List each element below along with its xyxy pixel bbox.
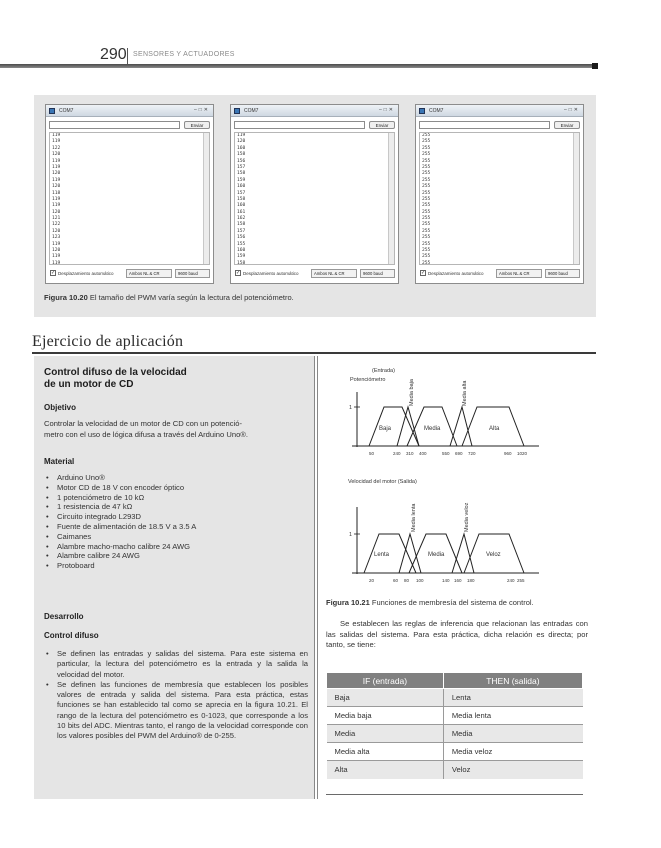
serial-line: 159 bbox=[237, 254, 246, 260]
set-label-veloz: Veloz bbox=[486, 552, 501, 558]
table-row bbox=[327, 761, 583, 779]
serial-line: 255 bbox=[422, 139, 431, 145]
tick-label: 960 bbox=[504, 451, 512, 456]
serial-output bbox=[234, 132, 395, 265]
serial-line: 158 bbox=[237, 152, 246, 158]
serial-line: 118 bbox=[52, 190, 61, 196]
serial-line: 119 bbox=[52, 158, 61, 164]
serial-line: 158 bbox=[237, 222, 246, 228]
serial-line: 119 bbox=[52, 139, 61, 145]
serial-line: 119 bbox=[52, 196, 61, 202]
serial-line: 160 bbox=[237, 145, 246, 151]
serial-footer bbox=[419, 268, 580, 279]
tick-label: 100 bbox=[416, 578, 424, 583]
inference-paragraph: Se establecen las reglas de inferencia que relacionan las entradas con las salidas del sistema. Para esta práctica, dicha relación es directa; por tanto, se tiene: bbox=[326, 619, 588, 650]
autoscroll-checkbox[interactable]: ✓ bbox=[236, 270, 241, 276]
serial-line: 160 bbox=[237, 203, 246, 209]
window-title: COM7 bbox=[244, 108, 259, 114]
line-ending-select[interactable]: Ambos NL & CR bbox=[311, 269, 357, 278]
serial-line: 158 bbox=[237, 260, 246, 265]
tick-label: 400 bbox=[419, 451, 427, 456]
output-y-one: 1 bbox=[349, 532, 353, 538]
serial-line: 158 bbox=[237, 171, 246, 177]
section-heading: Ejercicio de aplicación bbox=[32, 333, 184, 350]
output-chart-title: Velocidad del motor (Salida) bbox=[348, 479, 417, 485]
set-label-media-alta: Media alta bbox=[462, 380, 468, 406]
serial-line: 255 bbox=[422, 177, 431, 183]
set-baja bbox=[369, 407, 419, 446]
serial-line: 119 bbox=[52, 260, 61, 265]
list-item: • Circuito integrado L293D bbox=[44, 512, 306, 522]
window-title: COM7 bbox=[429, 108, 444, 114]
app-icon bbox=[419, 108, 425, 114]
list-item: • Alambre calibre 24 AWG bbox=[44, 551, 306, 561]
send-button[interactable]: Enviar bbox=[369, 121, 395, 129]
tick-label: 50 bbox=[369, 451, 375, 456]
window-title: COM7 bbox=[59, 108, 74, 114]
tick-label: 310 bbox=[406, 451, 414, 456]
serial-line: 123 bbox=[52, 235, 61, 241]
list-item: • Motor CD de 18 V con encoder óptico bbox=[44, 483, 306, 493]
window-titlebar bbox=[46, 105, 213, 117]
window-controls-icon[interactable]: –□✕ bbox=[194, 107, 210, 113]
section-rule bbox=[32, 352, 596, 354]
fuzzy-control-heading: Control difuso bbox=[44, 631, 99, 640]
serial-line: 120 bbox=[52, 248, 61, 254]
table-cell: Baja bbox=[327, 689, 444, 707]
tick-label: 1020 bbox=[517, 451, 528, 456]
tick-label: 180 bbox=[467, 578, 475, 583]
tick-label: 240 bbox=[393, 451, 401, 456]
serial-line: 155 bbox=[237, 241, 246, 247]
serial-line: 119 bbox=[52, 133, 61, 138]
serial-line: 255 bbox=[422, 209, 431, 215]
tick-label: 720 bbox=[468, 451, 476, 456]
autoscroll-checkbox[interactable]: ✓ bbox=[421, 270, 426, 276]
objective-line1: Controlar la velocidad de un motor de CD con un potenció- bbox=[44, 419, 242, 428]
tick-label: 80 bbox=[404, 578, 410, 583]
set-label-media: Media bbox=[424, 426, 441, 432]
scrollbar[interactable] bbox=[573, 133, 579, 264]
serial-line: 162 bbox=[237, 216, 246, 222]
baud-select[interactable]: 9600 baud bbox=[175, 269, 210, 278]
membership-functions-diagram bbox=[324, 362, 592, 590]
serial-line: 255 bbox=[422, 171, 431, 177]
table-row bbox=[327, 707, 583, 725]
serial-line: 156 bbox=[237, 235, 246, 241]
column-header-if: IF (entrada) bbox=[327, 673, 444, 689]
material-heading: Material bbox=[44, 457, 75, 466]
autoscroll-label: Desplazamiento automático bbox=[428, 271, 484, 276]
rules-table bbox=[326, 672, 583, 779]
list-item: • Se definen las entradas y salidas del sistema. Para este sistema en particular, la lectura del potenciómetro es la entrada y la salida la velocidad del motor. bbox=[44, 649, 308, 680]
window-titlebar bbox=[416, 105, 583, 117]
serial-line: 157 bbox=[237, 228, 246, 234]
autoscroll-checkbox[interactable]: ✓ bbox=[51, 270, 56, 276]
serial-line: 156 bbox=[237, 158, 246, 164]
serial-monitor-window bbox=[45, 104, 214, 284]
set-label-media-lenta: Media lenta bbox=[411, 503, 417, 532]
serial-monitor-window bbox=[415, 104, 584, 284]
serial-line: 255 bbox=[422, 254, 431, 260]
serial-line: 255 bbox=[422, 222, 431, 228]
serial-line: 158 bbox=[237, 196, 246, 202]
set-media-veloz bbox=[452, 534, 474, 573]
serial-line: 255 bbox=[422, 164, 431, 170]
tick-label: 255 bbox=[517, 578, 525, 583]
figure-caption bbox=[326, 598, 534, 607]
serial-line: 160 bbox=[237, 248, 246, 254]
table-cell: Alta bbox=[327, 761, 444, 779]
column-divider bbox=[317, 356, 318, 799]
tick-label: 240 bbox=[507, 578, 515, 583]
objective-line2: metro con el uso de lógica difusa a través del Arduino Uno®. bbox=[44, 429, 248, 439]
serial-line: 255 bbox=[422, 133, 431, 138]
serial-footer bbox=[49, 268, 210, 279]
table-bottom-rule bbox=[326, 794, 583, 795]
input-y-one: 1 bbox=[349, 405, 353, 411]
app-icon bbox=[234, 108, 240, 114]
table-cell: Media bbox=[443, 725, 582, 743]
table-header-row bbox=[327, 673, 583, 689]
serial-line: 255 bbox=[422, 241, 431, 247]
serial-line: 157 bbox=[237, 190, 246, 196]
serial-input-field[interactable] bbox=[234, 121, 365, 129]
send-button[interactable]: Enviar bbox=[184, 121, 210, 129]
table-cell: Media alta bbox=[327, 743, 444, 761]
table-cell: Media baja bbox=[327, 707, 444, 725]
serial-line: 255 bbox=[422, 228, 431, 234]
set-label-lenta: Lenta bbox=[374, 552, 390, 558]
set-label-alta: Alta bbox=[489, 426, 500, 432]
window-controls-icon[interactable]: –□✕ bbox=[564, 107, 580, 113]
table-row bbox=[327, 725, 583, 743]
serial-input-field[interactable] bbox=[49, 121, 180, 129]
development-list bbox=[44, 649, 308, 742]
serial-line: 119 bbox=[52, 203, 61, 209]
list-item: • 1 potenciómetro de 10 kΩ bbox=[44, 493, 306, 503]
list-item: • Fuente de alimentación de 18.5 V a 3.5 A bbox=[44, 522, 306, 532]
serial-line: 121 bbox=[52, 216, 61, 222]
column-header-then: THEN (salida) bbox=[443, 673, 582, 689]
table-cell: Media lenta bbox=[443, 707, 582, 725]
serial-output bbox=[419, 132, 580, 265]
baud-select[interactable]: 9600 baud bbox=[360, 269, 395, 278]
exercise-title-line2: de un motor de CD bbox=[44, 379, 134, 390]
tick-label: 20 bbox=[369, 578, 375, 583]
table-cell: Veloz bbox=[443, 761, 582, 779]
tick-label: 690 bbox=[455, 451, 463, 456]
serial-monitor-window bbox=[230, 104, 399, 284]
figure-caption-text: El tamaño del PWM varía según la lectura del potenciómetro. bbox=[87, 293, 294, 302]
table-row bbox=[327, 689, 583, 707]
tick-label: 160 bbox=[454, 578, 462, 583]
table-cell: Lenta bbox=[443, 689, 582, 707]
objective-text bbox=[44, 419, 306, 440]
exercise-box bbox=[34, 356, 315, 799]
list-item: • Protoboard bbox=[44, 561, 306, 571]
app-icon bbox=[49, 108, 55, 114]
serial-line: 122 bbox=[52, 222, 61, 228]
serial-line: 157 bbox=[237, 164, 246, 170]
serial-line: 120 bbox=[237, 139, 246, 145]
tick-label: 550 bbox=[442, 451, 450, 456]
set-label-media-baja: Media baja bbox=[409, 379, 415, 406]
list-item: • Caimanes bbox=[44, 532, 306, 542]
serial-line: 255 bbox=[422, 203, 431, 209]
table-cell: Media bbox=[327, 725, 444, 743]
page-header bbox=[0, 40, 661, 70]
serial-line: 160 bbox=[237, 184, 246, 190]
scrollbar[interactable] bbox=[388, 133, 394, 264]
serial-footer bbox=[234, 268, 395, 279]
serial-line: 255 bbox=[422, 184, 431, 190]
scrollbar[interactable] bbox=[203, 133, 209, 264]
list-item: • Alambre macho-macho calibre 24 AWG bbox=[44, 542, 306, 552]
serial-line: 119 bbox=[52, 164, 61, 170]
list-item: • Arduino Uno® bbox=[44, 473, 306, 483]
set-media-alta bbox=[450, 407, 472, 446]
send-button[interactable]: Enviar bbox=[554, 121, 580, 129]
serial-line: 255 bbox=[422, 152, 431, 158]
exercise-title-line1: Control difuso de la velocidad bbox=[44, 367, 187, 378]
line-ending-select[interactable]: Ambos NL & CR bbox=[496, 269, 542, 278]
serial-line: 122 bbox=[52, 145, 61, 151]
output-tick-labels bbox=[369, 578, 525, 583]
serial-line: 255 bbox=[422, 216, 431, 222]
exercise-title bbox=[44, 367, 187, 391]
figure-caption-text: Funciones de membresía del sistema de control. bbox=[369, 598, 534, 607]
running-title: SENSORES Y ACTUADORES bbox=[133, 51, 235, 58]
serial-line: 119 bbox=[52, 254, 61, 260]
serial-line: 120 bbox=[52, 228, 61, 234]
serial-line: 255 bbox=[422, 145, 431, 151]
set-label-media-out: Media bbox=[428, 552, 445, 558]
table-row bbox=[327, 743, 583, 761]
serial-line: 255 bbox=[422, 260, 431, 265]
objective-heading: Objetivo bbox=[44, 403, 77, 412]
serial-line: 159 bbox=[237, 177, 246, 183]
serial-line: 161 bbox=[237, 209, 246, 215]
set-label-media-veloz: Media veloz bbox=[464, 502, 470, 532]
baud-select[interactable]: 9600 baud bbox=[545, 269, 580, 278]
serial-line: 120 bbox=[52, 152, 61, 158]
serial-line: 119 bbox=[237, 133, 246, 138]
serial-line: 255 bbox=[422, 248, 431, 254]
autoscroll-label: Desplazamiento automático bbox=[58, 271, 114, 276]
window-controls-icon[interactable]: –□✕ bbox=[379, 107, 395, 113]
table-cell: Media veloz bbox=[443, 743, 582, 761]
serial-line: 119 bbox=[52, 177, 61, 183]
list-item: • Se definen las funciones de membresía que establecen los posibles valores de entrada y salida del sistema. Para esta práctica, estas funciones se han establecido tal como se aprecia en la figura 10.21. El rango de la lectura del potenciómetro es 0-1023, que corresponde a los 10 bits del ADC. Mientras tanto, el rango de la velocidad corresponde con los valores posibles del PWM del Arduino® de 0-255. bbox=[44, 680, 308, 742]
serial-line: 255 bbox=[422, 235, 431, 241]
input-chart-title-2: Potenciómetro bbox=[350, 377, 386, 383]
header-square-mark bbox=[592, 63, 598, 69]
figure-label: Figura 10.21 bbox=[326, 598, 370, 607]
material-list bbox=[44, 473, 306, 571]
serial-line: 255 bbox=[422, 158, 431, 164]
figure-label: Figura 10.20 bbox=[44, 293, 88, 302]
autoscroll-label: Desplazamiento automático bbox=[243, 271, 299, 276]
line-ending-select[interactable]: Ambos NL & CR bbox=[126, 269, 172, 278]
development-heading: Desarrollo bbox=[44, 612, 84, 621]
serial-line: 255 bbox=[422, 196, 431, 202]
set-label-baja: Baja bbox=[379, 426, 392, 432]
serial-input-field[interactable] bbox=[419, 121, 550, 129]
serial-line: 255 bbox=[422, 190, 431, 196]
tick-label: 60 bbox=[393, 578, 399, 583]
serial-line: 120 bbox=[52, 209, 61, 215]
serial-line: 119 bbox=[52, 241, 61, 247]
page-number: 290 bbox=[100, 46, 127, 63]
header-rule bbox=[0, 64, 598, 68]
serial-output bbox=[49, 132, 210, 265]
figure-caption bbox=[44, 293, 294, 302]
list-item: • 1 resistencia de 47 kΩ bbox=[44, 502, 306, 512]
serial-line: 120 bbox=[52, 171, 61, 177]
figure-10-20 bbox=[34, 95, 596, 317]
window-titlebar bbox=[231, 105, 398, 117]
serial-line: 120 bbox=[52, 184, 61, 190]
tick-label: 140 bbox=[442, 578, 450, 583]
input-chart-title-1: (Entrada) bbox=[372, 368, 395, 374]
input-tick-labels bbox=[369, 451, 528, 456]
